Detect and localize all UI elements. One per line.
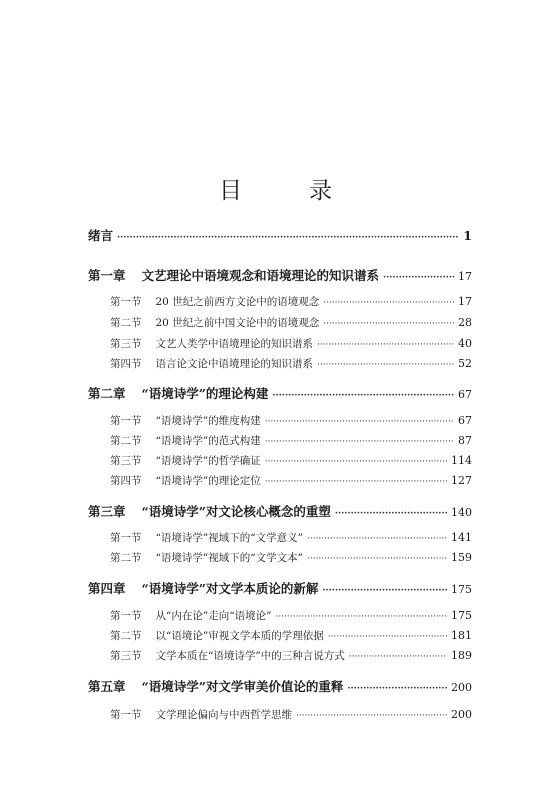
toc-section[interactable] xyxy=(110,628,472,643)
toc-section[interactable] xyxy=(110,356,472,371)
toc-entry-title: 绪言 xyxy=(88,228,114,243)
chapter-title: “语境诗学”的理论构建 xyxy=(141,386,269,401)
section-number: 第二节 xyxy=(110,435,142,447)
chapter-number: 第五章 xyxy=(88,679,126,694)
dot-leader xyxy=(323,298,454,308)
dot-leader xyxy=(317,360,454,370)
dot-leader xyxy=(307,534,447,544)
section-number: 第二节 xyxy=(110,630,142,642)
toc-page-number: 141 xyxy=(451,531,472,544)
dot-leader xyxy=(317,340,454,350)
chapter-title: “语境诗学”对文学审美价值论的重释 xyxy=(141,679,344,694)
section-number: 第四节 xyxy=(110,475,142,487)
section-title: “语境诗学”的范式构建 xyxy=(155,435,261,447)
section-title: 文艺人类学中语境理论的知识谱系 xyxy=(155,338,313,350)
section-number: 第二节 xyxy=(110,552,142,564)
toc-section[interactable] xyxy=(110,413,472,428)
section-title: “语境诗学”的哲学确证 xyxy=(155,455,261,467)
toc-chapter-1[interactable] xyxy=(88,266,472,284)
toc-page-number: 114 xyxy=(451,454,472,467)
toc-section[interactable] xyxy=(110,530,472,545)
dot-leader xyxy=(265,457,447,467)
toc-page-number: 200 xyxy=(451,681,472,694)
chapter-title: “语境诗学”对文论核心概念的重塑 xyxy=(141,504,331,519)
section-number: 第一节 xyxy=(110,610,142,622)
dot-leader xyxy=(383,273,454,283)
dot-leader xyxy=(307,554,447,564)
section-title: 文学理论偏向与中西哲学思维 xyxy=(155,709,292,721)
section-number: 第四节 xyxy=(110,358,142,370)
toc-page-number: 175 xyxy=(451,583,472,596)
page-title: 目 录 xyxy=(219,178,354,205)
dot-leader xyxy=(335,509,447,519)
dot-leader xyxy=(296,711,447,721)
toc-section[interactable] xyxy=(110,648,472,663)
toc-page-number: 52 xyxy=(458,357,472,370)
toc-section[interactable] xyxy=(110,707,472,722)
toc-page-number: 87 xyxy=(458,434,472,447)
toc-page-number: 140 xyxy=(451,506,472,519)
toc-page-number: 17 xyxy=(458,270,472,283)
section-title: “语境诗学”视域下的“文学文本” xyxy=(155,552,303,564)
toc-page-number: 127 xyxy=(451,474,472,487)
toc-intro[interactable] xyxy=(88,226,472,244)
toc-section[interactable] xyxy=(110,433,472,448)
toc-section[interactable] xyxy=(110,473,472,488)
toc-chapter-2[interactable] xyxy=(88,384,472,402)
toc-section[interactable] xyxy=(110,453,472,468)
section-title: 20 世纪之前中国文论中的语境观念 xyxy=(155,317,320,329)
section-title: 语言论文论中语境理论的知识谱系 xyxy=(155,358,313,370)
dot-leader xyxy=(265,437,454,447)
chapter-number: 第一章 xyxy=(88,268,126,283)
section-title: 从“内在论”走向“语境论” xyxy=(155,610,272,622)
dot-leader xyxy=(347,684,447,694)
section-number: 第一节 xyxy=(110,532,142,544)
toc-chapter-5[interactable] xyxy=(88,677,472,695)
toc-section[interactable] xyxy=(110,294,472,309)
chapter-number: 第四章 xyxy=(88,581,126,596)
toc-section[interactable] xyxy=(110,550,472,565)
section-title: 以“语境论”审视文学本质的学理依据 xyxy=(155,630,324,642)
section-title: “语境诗学”的维度构建 xyxy=(155,415,261,427)
section-title: 20 世纪之前西方文论中的语境观念 xyxy=(155,296,320,308)
toc-section[interactable] xyxy=(110,336,472,351)
section-title: 文学本质在“语境诗学”中的三种言说方式 xyxy=(155,650,345,662)
toc-chapter-4[interactable] xyxy=(88,579,472,597)
section-number: 第三节 xyxy=(110,455,142,467)
dot-leader xyxy=(275,612,447,622)
toc-page-number: 1 xyxy=(463,228,472,243)
chapter-title: “语境诗学”对文学本质论的新解 xyxy=(141,581,319,596)
chapter-number: 第二章 xyxy=(88,386,126,401)
section-number: 第一节 xyxy=(110,415,142,427)
toc-section[interactable] xyxy=(110,315,472,330)
chapter-title: 文艺理论中语境观念和语境理论的知识谱系 xyxy=(141,268,380,283)
toc-page-number: 175 xyxy=(451,609,472,622)
dot-leader xyxy=(323,319,454,329)
dot-leader xyxy=(117,233,459,243)
toc-page-number: 17 xyxy=(458,295,472,308)
section-number: 第三节 xyxy=(110,338,142,350)
section-number: 第二节 xyxy=(110,317,142,329)
toc-chapter-3[interactable] xyxy=(88,502,472,520)
toc-page-number: 159 xyxy=(451,551,472,564)
toc-section[interactable] xyxy=(110,608,472,623)
toc-page-number: 28 xyxy=(458,316,472,329)
dot-leader xyxy=(265,417,454,427)
dot-leader xyxy=(349,652,447,662)
dot-leader xyxy=(328,632,447,642)
toc-page-number: 181 xyxy=(451,629,472,642)
toc-page-number: 67 xyxy=(458,414,472,427)
section-number: 第一节 xyxy=(110,296,142,308)
chapter-number: 第三章 xyxy=(88,504,126,519)
toc-page-number: 189 xyxy=(451,649,472,662)
dot-leader xyxy=(272,391,454,401)
section-number: 第一节 xyxy=(110,709,142,721)
section-title: “语境诗学”视域下的“文学意义” xyxy=(155,532,303,544)
section-number: 第三节 xyxy=(110,650,142,662)
dot-leader xyxy=(265,477,447,487)
toc-page-number: 67 xyxy=(458,388,472,401)
dot-leader xyxy=(322,586,447,596)
toc-page-number: 200 xyxy=(451,708,472,721)
section-title: “语境诗学”的理论定位 xyxy=(155,475,261,487)
toc-page-number: 40 xyxy=(458,337,472,350)
